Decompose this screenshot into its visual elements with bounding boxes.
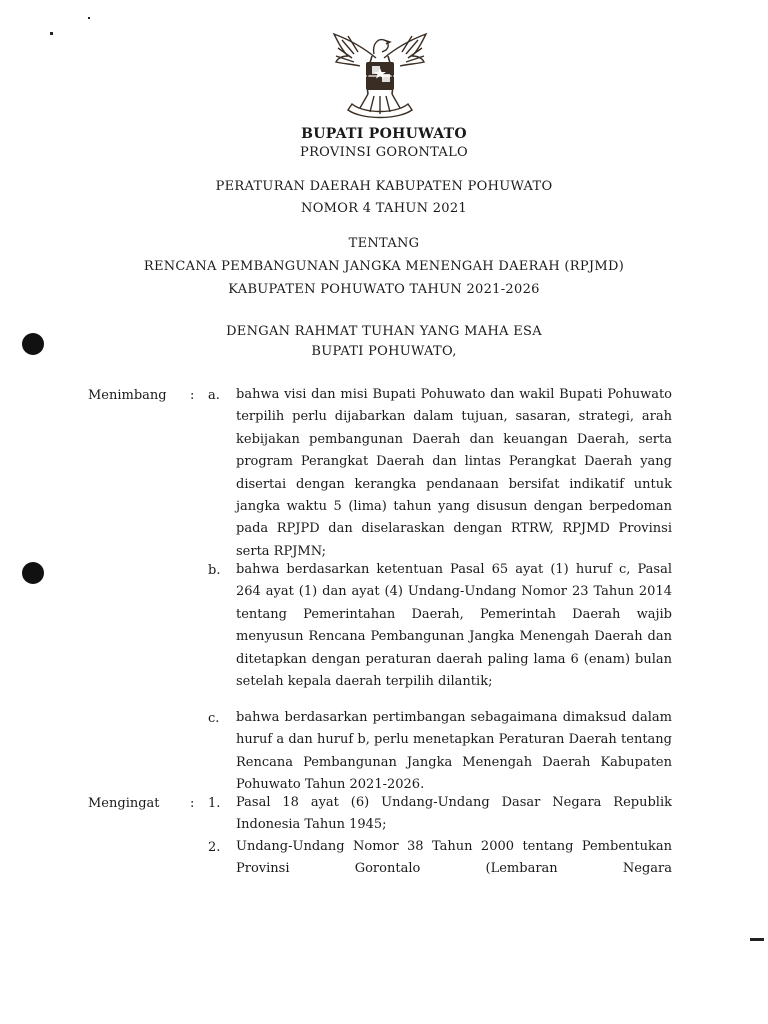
clause-marker-b: b.: [208, 563, 221, 578]
scan-speck: [50, 32, 53, 35]
authority-line: BUPATI POHUWATO,: [311, 344, 457, 359]
mengingat-colon: :: [190, 796, 195, 811]
clause-b: bahwa berdasarkan ketentuan Pasal 65 ayat (1) huruf c, Pasal 264 ayat (1) dan ayat (4) Undang-Undang Nomor 23 Tahun 2014 tentang Pemerintahan Daerah, Pemerintah Daerah wajib menyusun Rencana Pembangunan Jangka Menengah Daerah dan ditetapkan dengan peraturan daerah paling lama 6 (enam) bulan setelah kepala daerah terpilih dilantik;: [236, 562, 672, 690]
item-marker-1: 1.: [208, 796, 221, 811]
mengingat-label: Mengingat: [88, 796, 160, 811]
number-line: NOMOR 4 TAHUN 2021: [301, 201, 467, 216]
garuda-emblem-icon: [328, 28, 432, 120]
clause-c: bahwa berdasarkan pertimbangan sebagaimana dimaksud dalam huruf a dan huruf b, perlu menetapkan Peraturan Daerah tentang Rencana Pembangunan Jangka Menengah Daerah Kabupaten Pohuwato Tahun 2021-2026.: [236, 710, 672, 793]
mengingat-item-2: Undang-Undang Nomor 38 Tahun 2000 tentang Pembentukan Provinsi Gorontalo (Lembaran Negara: [236, 839, 672, 877]
clause-marker-a: a.: [208, 388, 220, 403]
menimbang-label: Menimbang: [88, 388, 167, 403]
mengingat-item-1: Pasal 18 ayat (6) Undang-Undang Dasar Negara Republik Indonesia Tahun 1945;: [236, 795, 672, 833]
item-marker-2: 2.: [208, 840, 221, 855]
clause-a: bahwa visi dan misi Bupati Pohuwato dan wakil Bupati Pohuwato terpilih perlu dijabarkan dalam tujuan, sasaran, strategi, arah kebijakan pembangunan Daerah dan keuangan Daerah, serta program Perangkat Daerah dan lintas Perangkat Daerah yang disertai dengan kerangka pendanaan bersifat indikatif untuk jangka waktu 5 (lima) tahun yang disusun dengan berpedoman pada RPJPD dan diselaraskan dengan RTRW, RPJMD Provinsi serta RPJMN;: [236, 387, 672, 559]
punch-hole-bottom: [22, 562, 44, 584]
scan-speck: [88, 17, 90, 19]
menimbang-colon: :: [190, 388, 195, 403]
about-line: TENTANG: [348, 236, 420, 251]
invocation-line: DENGAN RAHMAT TUHAN YANG MAHA ESA: [226, 324, 542, 339]
province-line: PROVINSI GORONTALO: [300, 145, 468, 160]
subject-line-2: KABUPATEN POHUWATO TAHUN 2021-2026: [228, 282, 540, 297]
issuer-title: BUPATI POHUWATO: [301, 126, 467, 142]
scan-speck: [750, 938, 764, 941]
subject-line-1: RENCANA PEMBANGUNAN JANGKA MENENGAH DAERAH (RPJMD): [143, 259, 625, 274]
clause-marker-c: c.: [208, 711, 220, 726]
regulation-line: PERATURAN DAERAH KABUPATEN POHUWATO: [215, 179, 553, 194]
